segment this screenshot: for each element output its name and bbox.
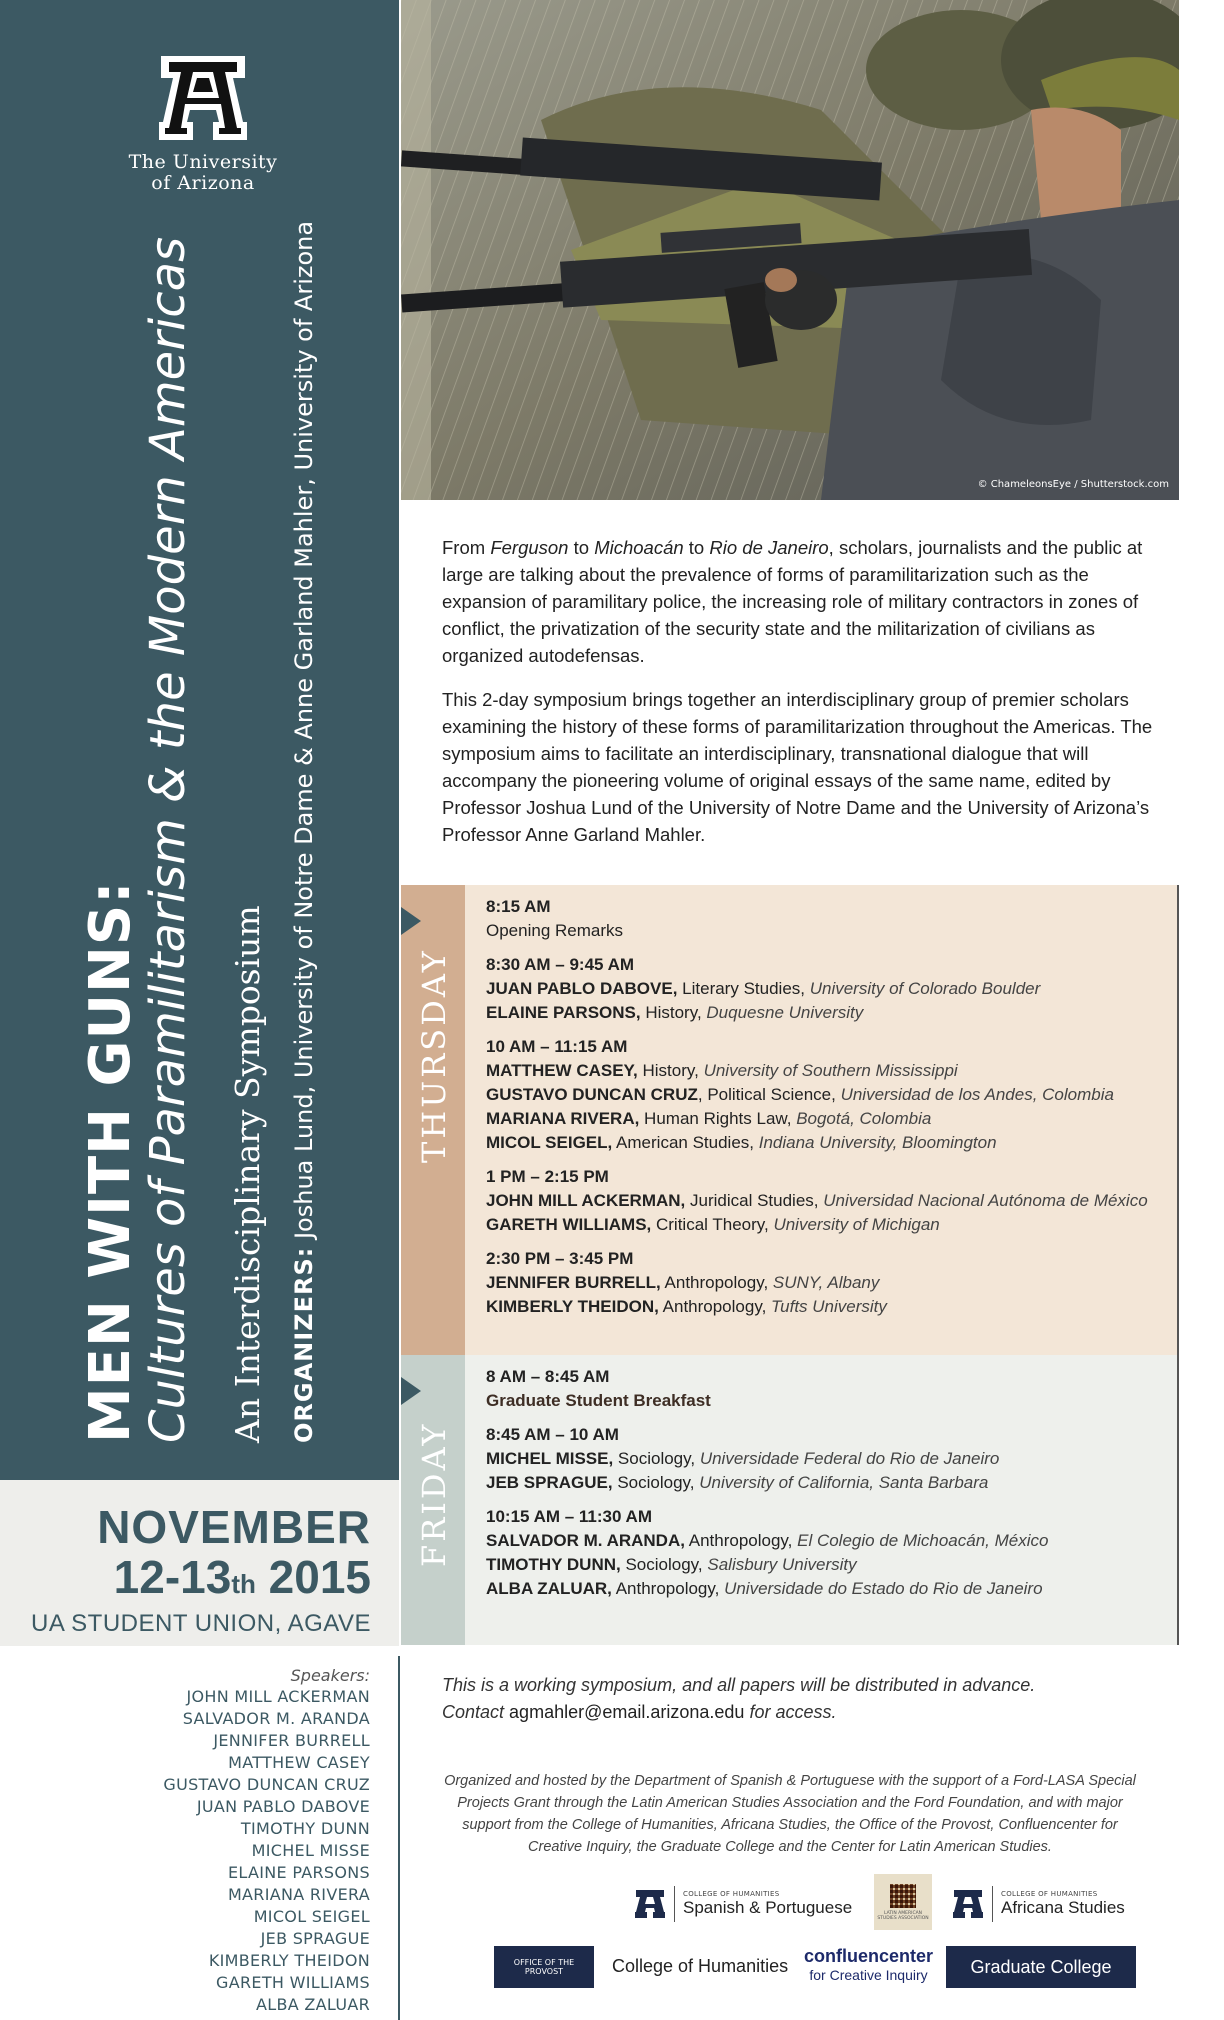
vertical-titles [0, 0, 399, 1480]
speaker-name: GUSTAVO DUNCAN CRUZ [163, 1775, 370, 1794]
sponsors-note: Organized and hosted by the Department of Spanish & Portuguese with the support of a Ford-LASA Special Projects Grant through the Latin American Studies Association and the Ford Foundation, and with major support from the College of Humanities, Africana Studies, the Office of the Provost, Confluencenter for Creative Inquiry, the Graduate College and the Center for Latin American Studies. [444, 1773, 1136, 1855]
speaker-entry-affiliation: Universidade do Estado do Rio de Janeiro [724, 1579, 1043, 1598]
speaker-name: JUAN PABLO DABOVE [196, 1797, 370, 1816]
speaker-entry-affiliation: Bogotá, Colombia [796, 1109, 932, 1128]
logo-divider [992, 1886, 993, 1922]
speaker-entry-affiliation: Tufts University [771, 1297, 887, 1316]
speaker-name: KIMBERLY THEIDON [208, 1951, 370, 1970]
thursday-slots [486, 895, 1166, 1329]
intro-paragraph-1 [442, 534, 1162, 669]
speakers-divider [398, 1656, 400, 2020]
provost-text: OFFICE OF THE PROVOST [513, 1958, 575, 1976]
intro-place-michoacan: Michoacán [594, 537, 684, 558]
contact-suffix: for access. [744, 1702, 837, 1722]
thursday-label: THURSDAY [415, 948, 453, 1163]
humanities-logo [612, 1956, 788, 1977]
speakers-label: Speakers: [290, 1666, 370, 1685]
speaker-entry-affiliation: SUNY, Albany [772, 1273, 880, 1292]
confluence-main: confluencenter [804, 1946, 934, 1966]
speaker-name: TIMOTHY DUNN [240, 1819, 370, 1838]
speaker-entry [486, 1001, 1166, 1025]
friday-tab [401, 1355, 465, 1645]
slot-time: 10 AM – 11:15 AM [486, 1037, 628, 1056]
speaker-entry-field: History, [637, 1061, 704, 1080]
organizers-text: Joshua Lund, University of Notre Dame & Anne Garland Mahler, University of Arizona [290, 220, 318, 1240]
intro-text-run: , scholars, journalists and the public at large are talking about the prevalence of forms of paramilitarization such as the expansion of paramilitary police, the increasing role of military contractors in zones of conflict, the privatization of the security state and the militarization of civilians as organized autodefensas. [442, 537, 1143, 666]
speaker-entry-name: JUAN PABLO DABOVE, [486, 979, 678, 998]
speaker-entry-name: GARETH WILLIAMS, [486, 1215, 652, 1234]
date-year: 2015 [268, 1551, 371, 1603]
schedule-slot [486, 1035, 1166, 1155]
speaker-entry-field: Anthropology, [660, 1273, 773, 1292]
contact-email-link[interactable]: agmahler@email.arizona.edu [509, 1702, 745, 1722]
speaker-entry-affiliation: University of Colorado Boulder [809, 979, 1041, 998]
speaker-name: MATTHEW CASEY [228, 1753, 370, 1772]
speaker-entry-field: Anthropology, [684, 1531, 798, 1550]
logo-department-name: Spanish & Portuguese [683, 1898, 853, 1917]
speaker-entry [486, 977, 1166, 1001]
speaker-entry [486, 1295, 1166, 1319]
contact-label: Contact [442, 1702, 510, 1722]
logo-text [683, 1890, 852, 1918]
speaker-entry-name: KIMBERLY THEIDON, [486, 1297, 659, 1316]
university-name: The University of Arizona [128, 151, 278, 194]
speaker-entry [486, 1189, 1166, 1213]
speaker-entry-affiliation: Duquesne University [706, 1003, 864, 1022]
speaker-entry-name: JENNIFER BURRELL, [486, 1273, 661, 1292]
speaker-entry [486, 1447, 1166, 1471]
speaker-name: SALVADOR M. ARANDA [182, 1709, 370, 1728]
speaker-entry-field: American Studies, [612, 1133, 759, 1152]
speaker-name: ALBA ZALUAR [256, 1995, 370, 2014]
slot-time: 1 PM – 2:15 PM [486, 1167, 609, 1186]
intro-text [442, 534, 1162, 865]
speaker-entry [486, 1553, 1166, 1577]
schedule-slot [486, 1505, 1166, 1601]
left-banner [0, 0, 399, 1480]
schedule-thursday [401, 885, 1179, 1355]
africana-studies-logo [952, 1886, 1125, 1922]
speaker-entry [486, 1471, 1166, 1495]
speaker-entry-name: MICOL SEIGEL, [486, 1133, 613, 1152]
speaker-entry-field: Literary Studies, [677, 979, 810, 998]
slot-title: Opening Remarks [486, 921, 624, 940]
speaker-entry-affiliation: University of Michigan [773, 1215, 940, 1234]
speaker-name: GARETH WILLIAMS [216, 1973, 370, 1992]
date-month: NOVEMBER [97, 1501, 371, 1553]
spanish-portuguese-logo [634, 1886, 852, 1922]
intro-text-run: to [683, 537, 710, 558]
speakers-list-block [0, 1666, 370, 2016]
logo-text [1001, 1890, 1125, 1918]
speaker-entry-field: Juridical Studies, [685, 1191, 824, 1210]
working-symposium-note [442, 1672, 1162, 1726]
speaker-entry-name: MARIANA RIVERA, [486, 1109, 640, 1128]
schedule-slot [486, 953, 1166, 1025]
speaker-entry [486, 1213, 1166, 1237]
speaker-entry-name: SALVADOR M. ARANDA, [486, 1531, 685, 1550]
speaker-entry-field: Critical Theory, [651, 1215, 774, 1234]
slot-time: 10:15 AM – 11:30 AM [486, 1507, 652, 1526]
speaker-entry-affiliation: University of Southern Mississippi [703, 1061, 958, 1080]
speaker-entry-name: GUSTAVO DUNCAN CRUZ [486, 1085, 698, 1104]
speaker-entry-field: , Political Science, [697, 1085, 841, 1104]
intro-place-rio: Rio de Janeiro [709, 537, 829, 558]
schedule-slot [486, 1365, 1166, 1413]
header-photo [401, 0, 1179, 500]
university-a-icon [952, 1888, 984, 1920]
lasa-logo [874, 1874, 932, 1930]
speaker-entry-affiliation: El Colegio de Michoacán, México [797, 1531, 1049, 1550]
date-block [0, 1480, 399, 1646]
organizers-line [290, 221, 318, 1443]
provost-logo [494, 1946, 594, 1988]
speaker-entry-field: Anthropology, [658, 1297, 772, 1316]
speaker-name: MARIANA RIVERA [227, 1885, 370, 1904]
speaker-entry [486, 1107, 1166, 1131]
speaker-entry-name: TIMOTHY DUNN, [486, 1555, 621, 1574]
friday-slots [486, 1365, 1166, 1611]
confluence-sub: for Creative Inquiry [809, 1967, 928, 1983]
speaker-entry-name: MATTHEW CASEY, [486, 1061, 638, 1080]
slot-time: 8:15 AM [486, 897, 551, 916]
slot-time: 8:30 AM – 9:45 AM [486, 955, 635, 974]
slot-title: Graduate Student Breakfast [486, 1391, 711, 1410]
speaker-entry [486, 1271, 1166, 1295]
logo-divider [674, 1886, 675, 1922]
event-type: An Interdisciplinary Symposium [228, 905, 267, 1443]
intro-text-run: to [568, 537, 595, 558]
speaker-entry-field: Sociology, [613, 1449, 700, 1468]
speaker-entry-field: Human Rights Law, [639, 1109, 797, 1128]
day-notch-arrow [401, 1377, 421, 1405]
speaker-entry-field: History, [640, 1003, 707, 1022]
speaker-name: JENNIFER BURRELL [213, 1731, 370, 1750]
schedule-slot [486, 1165, 1166, 1237]
slot-time: 8:45 AM – 10 AM [486, 1425, 619, 1444]
slot-time: 2:30 PM – 3:45 PM [486, 1249, 634, 1268]
speaker-entry-field: Sociology, [612, 1473, 700, 1492]
logo-college-label: COLLEGE OF HUMANITIES [1001, 1890, 1098, 1898]
schedule-slot [486, 895, 1166, 943]
university-a-icon [634, 1888, 666, 1920]
soldiers-photo-illustration [401, 0, 1179, 500]
thursday-tab [401, 885, 465, 1355]
logo-department-name: Africana Studies [1001, 1898, 1125, 1917]
speakers-list [0, 1686, 370, 2016]
speaker-entry [486, 1059, 1166, 1083]
schedule-divider [1177, 885, 1179, 1355]
speaker-entry-name: JOHN MILL ACKERMAN, [486, 1191, 686, 1210]
friday-label: FRIDAY [415, 1421, 453, 1567]
date-venue: UA STUDENT UNION, AGAVE [30, 1610, 371, 1637]
speaker-entry-affiliation: Indiana University, Bloomington [758, 1133, 997, 1152]
graduate-college-logo [946, 1946, 1136, 1988]
date-day-range: 12-13 [113, 1551, 232, 1603]
speaker-name: ELAINE PARSONS [228, 1863, 370, 1882]
photo-credit: © ChameleonsEye / Shutterstock.com [977, 479, 1169, 490]
speaker-entry-name: MICHEL MISSE, [486, 1449, 614, 1468]
speaker-entry [486, 1131, 1166, 1155]
speaker-entry-name: ELAINE PARSONS, [486, 1003, 641, 1022]
humanities-text: College of Humanities [612, 1956, 789, 1976]
speaker-name: JOHN MILL ACKERMAN [186, 1687, 370, 1706]
lasa-grid-icon [890, 1884, 916, 1908]
speaker-entry-field: Sociology, [620, 1555, 708, 1574]
event-subtitle: Cultures of Paramilitarism & the Modern Americas [140, 236, 196, 1443]
speaker-entry-affiliation: Salisbury University [707, 1555, 857, 1574]
speaker-entry-field: Anthropology, [611, 1579, 725, 1598]
contact-line [442, 1699, 1162, 1726]
speaker-entry-name: JEB SPRAGUE, [486, 1473, 613, 1492]
speaker-entry [486, 1529, 1166, 1553]
schedule-slot [486, 1423, 1166, 1495]
event-title: MEN WITH GUNS: [78, 880, 143, 1443]
speaker-entry-affiliation: Universidad Nacional Autónoma de México [823, 1191, 1148, 1210]
organizers-label: ORGANIZERS: [290, 1246, 318, 1443]
date-suffix: th [231, 1569, 256, 1599]
speaker-entry [486, 1083, 1166, 1107]
speaker-entry-name: ALBA ZALUAR, [486, 1579, 612, 1598]
intro-place-ferguson: Ferguson [490, 537, 569, 558]
schedule-slot [486, 1247, 1166, 1319]
day-notch-arrow [401, 907, 421, 935]
speaker-entry-affiliation: Universidade Federal do Rio de Janeiro [699, 1449, 1000, 1468]
speaker-name: JEB SPRAGUE [260, 1929, 370, 1948]
schedule-friday [401, 1355, 1179, 1645]
speaker-entry-affiliation: University of California, Santa Barbara [699, 1473, 989, 1492]
logo-college-label: COLLEGE OF HUMANITIES [683, 1890, 780, 1898]
slot-time: 8 AM – 8:45 AM [486, 1367, 610, 1386]
speaker-entry-affiliation: Universidad de los Andes, Colombia [840, 1085, 1114, 1104]
graduate-text: Graduate College [970, 1956, 1112, 1977]
date-days [114, 1550, 371, 1604]
intro-text-run: From [442, 537, 491, 558]
schedule-divider [1177, 1355, 1179, 1645]
confluencenter-logo [804, 1946, 933, 1983]
speaker-name: MICHEL MISSE [251, 1841, 370, 1860]
speaker-entry [486, 1577, 1166, 1601]
intro-paragraph-2: This 2-day symposium brings together an interdisciplinary group of premier scholars examining the history of these forms of paramilitarization throughout the Americas. The symposium aims to facilitate an interdisciplinary, transnational dialogue that will accompany the pioneering volume of original essays of the same name, edited by Professor Joshua Lund of the University of Notre Dame and the University of Arizona’s Professor Anne Garland Mahler. [442, 689, 1153, 845]
working-note-line: This is a working symposium, and all papers will be distributed in advance. [442, 1675, 1036, 1695]
speaker-name: MICOL SEIGEL [253, 1907, 370, 1926]
lasa-text: LATIN AMERICAN STUDIES ASSOCIATION [877, 1910, 929, 1921]
